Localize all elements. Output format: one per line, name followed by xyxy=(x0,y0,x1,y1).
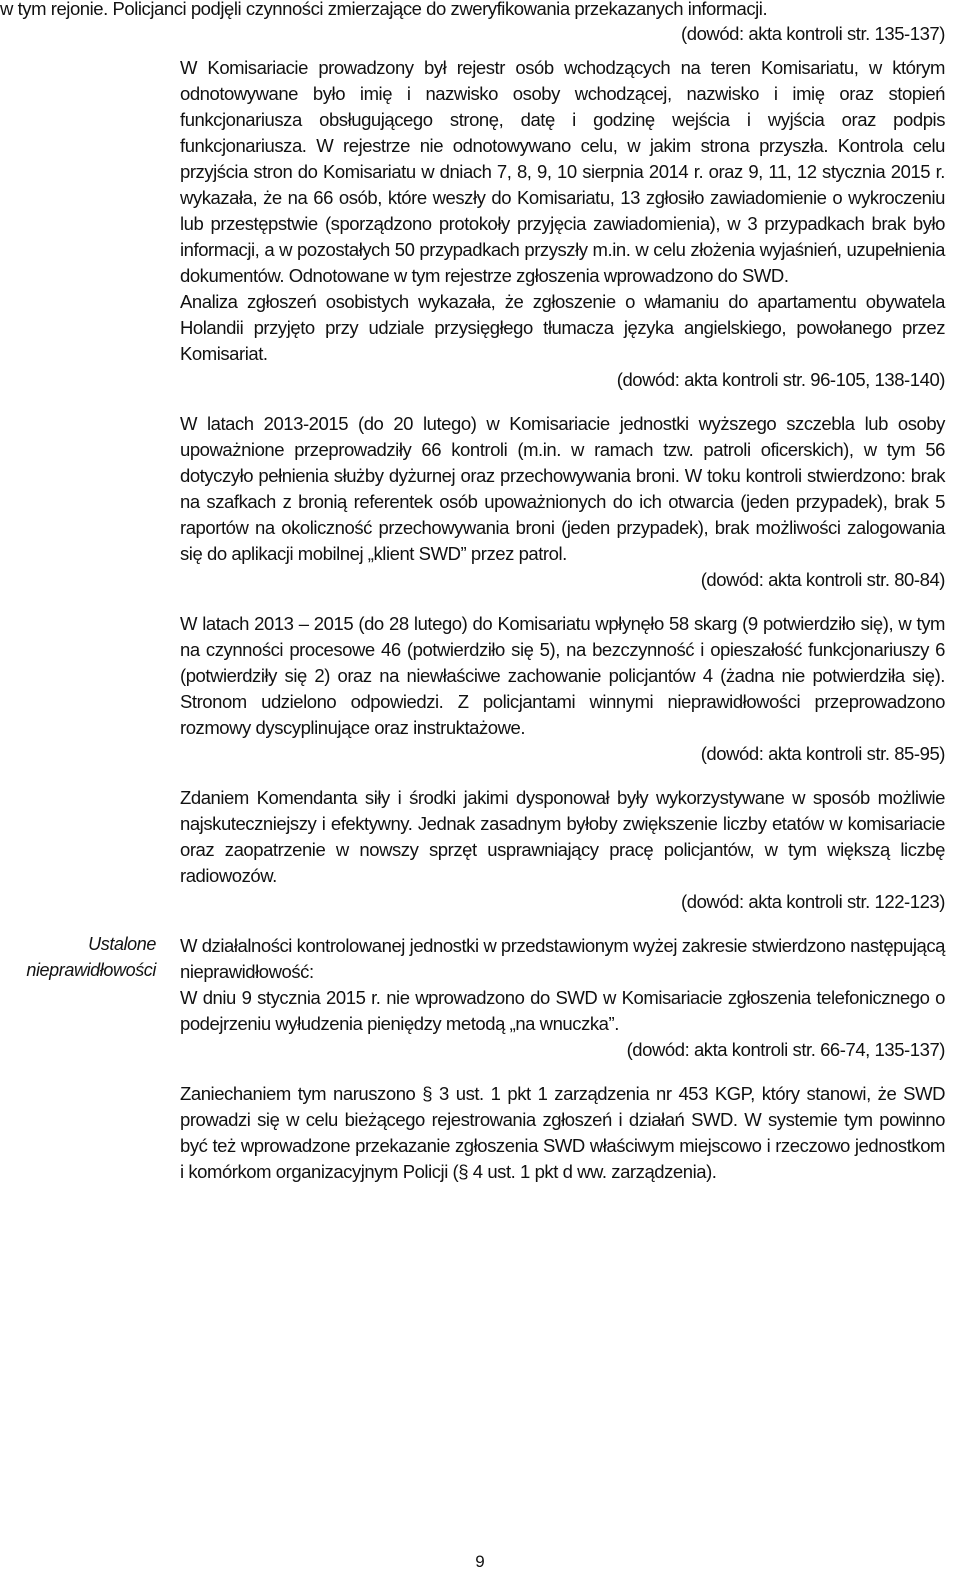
evidence-reference: (dowód: akta kontroli str. 85-95) xyxy=(700,743,945,764)
paragraph-irregularity-intro: W działalności kontrolowanej jednostki w przedstawionym wyżej zakresie stwierdzono następującą nieprawidłowość: xyxy=(180,935,945,982)
sidebar-label-findings: Ustalone nieprawidłowości xyxy=(26,934,156,980)
evidence-reference: (dowód: akta kontroli str. 80-84) xyxy=(700,569,945,590)
paragraph-commander-opinion: Zdaniem Komendanta siły i środki jakimi dysponował były wykorzystywane w sposób możliwie najskuteczniejszy i efektywny. Jednak zasadnym byłoby zwiększenie liczby etatów w komisariacie oraz zaopatrzenie w nowszy sprzęt usprawniający pracę policjantów, w tym większą liczbę radiowozów. xyxy=(180,787,945,886)
paragraph-violation: Zaniechaniem tym naruszono § 3 ust. 1 pkt 1 zarządzenia nr 453 KGP, który stanowi, że SWD prowadzi się w celu bieżącego rejestrowania zgłoszeń i działań SWD. W systemie tym powinno być też wprowadzone przekazanie zgłoszenia SWD właściwym miejscowo i rzeczowo jednostkom i komórkom organizacyjnym Policji (§ 4 ust. 1 pkt d ww. zarządzenia). xyxy=(180,1083,945,1182)
evidence-reference: (dowód: akta kontroli str. 135-137) xyxy=(681,23,945,44)
paragraph-continuation: w tym rejonie. Policjanci podjęli czynności zmierzające do zweryfikowania przekazanych informacji. xyxy=(0,0,768,19)
evidence-reference: (dowód: akta kontroli str. 66-74, 135-137) xyxy=(626,1039,945,1060)
paragraph-analysis: Analiza zgłoszeń osobistych wykazała, że zgłoszenie o włamaniu do apartamentu obywatela Holandii przyjęto przy udziale przysięgłego tłumacza języka angielskiego, powołanego przez Komisariat. xyxy=(180,291,945,364)
paragraph-inspections: W latach 2013-2015 (do 20 lutego) w Komisariacie jednostki wyższego szczebla lub osoby upoważnione przeprowadziły 66 kontroli (m.in. w ramach tzw. patroli oficerskich), w tym 56 dotyczyło pełnienia służby dyżurnej oraz przechowywania broni. W toku kontroli stwierdzono: brak na szafkach z bronią referentek osób upoważnionych do ich otwarcia (jeden przypadek), brak 5 raportów na okoliczność przechowywania broni (jeden przypadek), brak możliwości zalogowania się do aplikacji mobilnej „klient SWD” przez patrol. xyxy=(180,413,945,564)
paragraph-register: W Komisariacie prowadzony był rejestr osób wchodzących na teren Komisariatu, w którym odnotowywane było imię i nazwisko osoby wchodzącej, nazwisko i imię oraz stopień funkcjonariusza obsługującego stronę, datę i godzinę wejścia i wyjścia oraz podpis funkcjonariusza. W rejestrze nie odnotowywano celu, w jakim strona przyszła. Kontrola celu przyjścia stron do Komisariatu w dniach 7, 8, 9, 10 sierpnia 2014 r. oraz 9, 11, 12 stycznia 2015 r. wykazała, że na 66 osób, które weszły do Komisariatu, 13 zgłosiło zawiadomienie o wykroczeniu lub przestępstwie (sporządzono protokoły przyjęcia zawiadomienia), w 3 przypadkach brak było informacji, a w pozostałych 50 przypadkach przyszły m.in. w celu złożenia wyjaśnień, uzupełnienia dokumentów. Odnotowane w tym rejestrze zgłoszenia wprowadzono do SWD. xyxy=(180,57,945,286)
paragraph-irregularity-detail: W dniu 9 stycznia 2015 r. nie wprowadzono do SWD w Komisariacie zgłoszenia telefonicznego o podejrzeniu wyłudzenia pieniędzy metodą „na wnuczka”. xyxy=(180,987,945,1034)
paragraph-complaints: W latach 2013 – 2015 (do 28 lutego) do Komisariatu wpłynęło 58 skarg (9 potwierdziło się), w tym na czynności procesowe 46 (potwierdziło się 5), na bezczynność i opieszałość funkcjonariuszy 6 (potwierdziły się 2) oraz na niewłaściwe zachowanie policjantów 4 (żadna nie potwierdziła się). Stronom udzielono odpowiedzi. Z policjantami winnymi nieprawidłowości przeprowadzono rozmowy dyscyplinujące oraz instruktażowe. xyxy=(180,613,945,738)
evidence-reference: (dowód: akta kontroli str. 122-123) xyxy=(681,891,945,912)
page-number: 9 xyxy=(475,1552,485,1571)
evidence-reference: (dowód: akta kontroli str. 96-105, 138-140) xyxy=(616,369,945,390)
